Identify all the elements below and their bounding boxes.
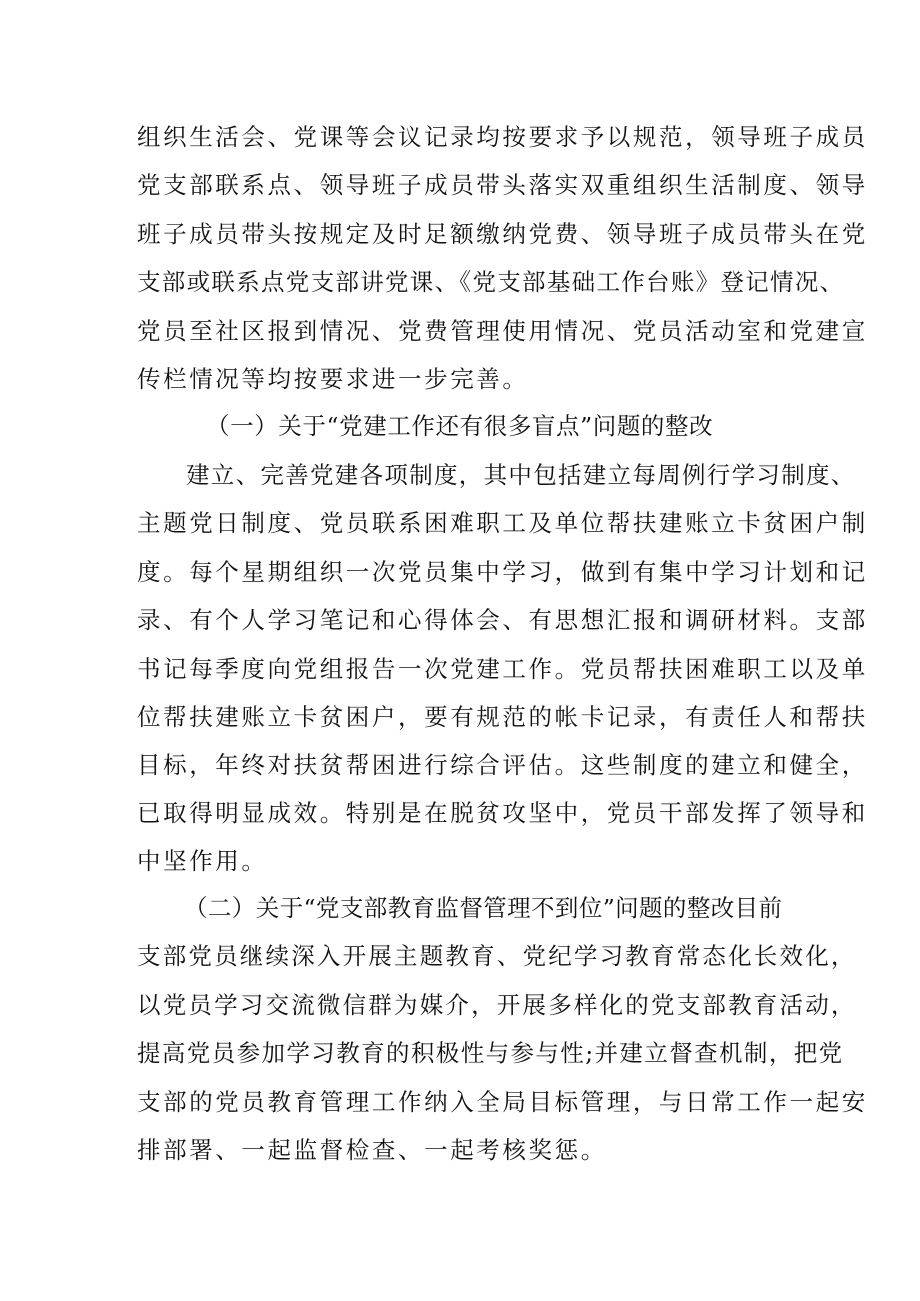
paragraph-line: 度。每个星期组织一次党员集中学习，做到有集中学习计划和记 [137, 558, 868, 586]
paragraph-line: 支部的党员教育管理工作纳入全局目标管理，与日常工作一起安 [137, 1088, 868, 1116]
paragraph-line: 位帮扶建账立卡贫困户，要有规范的帐卡记录，有责任人和帮扶 [137, 703, 868, 731]
paragraph-line: 组织生活会、党课等会议记录均按要求予以规范，领导班子成员 [137, 123, 868, 151]
paragraph-line: 支部党员继续深入开展主题教育、党纪学习教育常态化长效化， [137, 942, 857, 970]
paragraph-line: 录、有个人学习笔记和心得体会、有思想汇报和调研材料。支部 [137, 606, 868, 634]
paragraph-line: 书记每季度向党组报告一次党建工作。党员帮扶困难职工以及单 [137, 655, 868, 683]
section-heading-2: （二）关于“党支部教育监督管理不到位”问题的整改目前 [184, 894, 783, 922]
paragraph-line: 班子成员带头按规定及时足额缴纳党费、领导班子成员带头在党 [137, 220, 868, 248]
paragraph-line: 提高党员参加学习教育的积极性与参与性;并建立督查机制，把党 [137, 1039, 844, 1067]
paragraph-line: 党员至社区报到情况、党费管理使用情况、党员活动室和党建宣 [137, 317, 868, 345]
paragraph-line: 排部署、一起监督检查、一起考核奖惩。 [137, 1136, 607, 1164]
paragraph-line: 主题党日制度、党员联系困难职工及单位帮扶建账立卡贫困户制 [137, 509, 868, 537]
paragraph-line: 以党员学习交流微信群为媒介，开展多样化的党支部教育活动， [137, 991, 857, 1019]
paragraph-line: 建立、完善党建各项制度，其中包括建立每周例行学习制度、 [186, 461, 856, 489]
paragraph-line: 党支部联系点、领导班子成员带头落实双重组织生活制度、领导 [137, 171, 868, 199]
paragraph-line: 中坚作用。 [137, 847, 268, 875]
paragraph-line: 已取得明显成效。特别是在脱贫攻坚中，党员干部发挥了领导和 [137, 799, 868, 827]
paragraph-line: 目标，年终对扶贫帮困进行综合评估。这些制度的建立和健全， [137, 751, 868, 779]
paragraph-line: 支部或联系点党支部讲党课、《党支部基础工作台账》登记情况、 [137, 268, 845, 296]
section-heading-1: （一）关于“党建工作还有很多盲点”问题的整改 [206, 412, 714, 440]
paragraph-line: 传栏情况等均按要求进一步完善。 [137, 365, 529, 393]
